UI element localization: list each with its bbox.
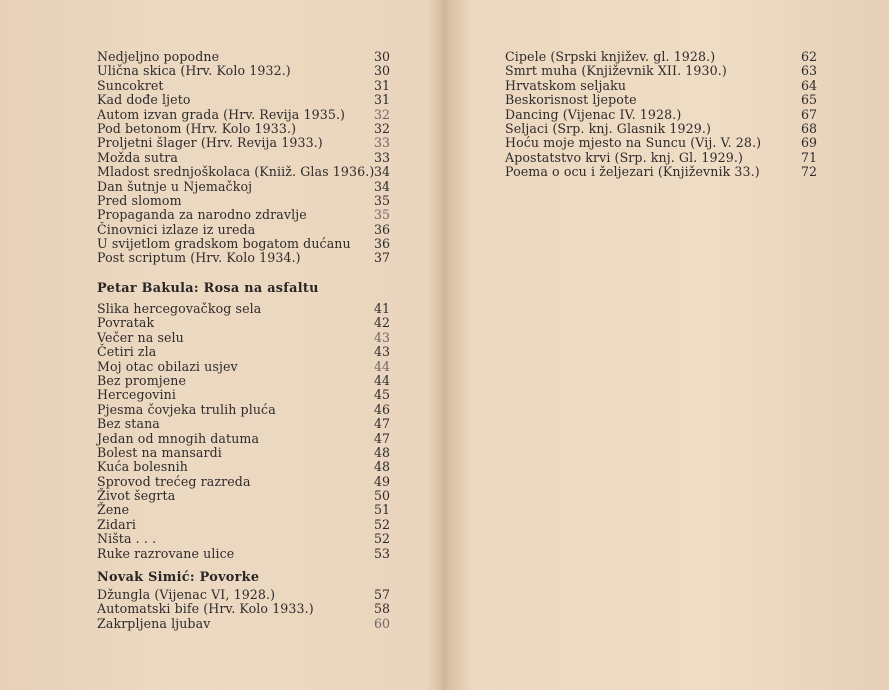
toc-entry (505, 165, 817, 179)
toc-entry-page: 57 (373, 587, 390, 602)
toc-entry (505, 64, 817, 78)
toc-entry (97, 403, 390, 417)
toc-entry-title: Činovnici izlaze iz ureda (97, 221, 256, 237)
toc-list-right (505, 50, 817, 180)
toc-entry-title: Žene (97, 502, 130, 518)
toc-entry-title: Cipele (Srpski književ. gl. 1928.) (505, 49, 716, 64)
toc-entry (97, 446, 390, 460)
toc-entry (97, 302, 390, 316)
toc-entry (97, 79, 390, 93)
toc-entry-page: 36 (373, 236, 390, 252)
toc-entry-title: Moj otac obilazi usjev (97, 358, 238, 374)
toc-entry (97, 388, 390, 402)
toc-entry (97, 208, 390, 222)
toc-entry (97, 180, 390, 194)
toc-entry-title: Pod betonom (Hrv. Kolo 1933.) (97, 120, 297, 136)
toc-entry-page: 45 (373, 387, 390, 403)
toc-entry-page: 48 (373, 444, 390, 460)
toc-entry-title: Pred slomom (97, 192, 182, 208)
toc-entry (97, 417, 390, 431)
toc-entry-title: Poema o ocu i željezari (Književnik 33.) (505, 164, 760, 180)
toc-entry-title: Ruke razrovane ulice (97, 545, 235, 561)
toc-entry (97, 518, 390, 532)
section-title-bakula: Petar Bakula: Rosa na asfaltu (97, 281, 319, 296)
toc-list-2 (97, 302, 390, 561)
toc-entry (97, 331, 390, 345)
toc-entry-title: Pjesma čovjeka trulih pluća (97, 401, 276, 417)
toc-entry-title: Možda sutra (97, 149, 178, 165)
toc-entry (97, 617, 390, 631)
toc-entry-title: U svijetlom gradskom bogatom dućanu (97, 236, 351, 252)
toc-list-3 (97, 588, 390, 631)
toc-entry-title: Zidari (97, 516, 136, 532)
toc-entry-title: Mladost srednjoškolaca (Kniiž. Glas 1936.) (97, 164, 375, 180)
toc-entry (97, 547, 390, 561)
toc-entry-page: 72 (800, 164, 817, 180)
toc-entry-page: 44 (373, 358, 390, 374)
toc-entry-page: 41 (373, 301, 390, 316)
toc-entry-page: 36 (373, 221, 390, 237)
toc-entry-title: Život šegrta (97, 488, 176, 504)
toc-entry (97, 503, 390, 517)
toc-entry-page: 37 (373, 250, 390, 266)
toc-entry-title: Jedan od mnogih datuma (97, 430, 260, 446)
toc-entry-page: 47 (373, 416, 390, 432)
toc-entry (97, 374, 390, 388)
toc-entry (505, 108, 817, 122)
toc-entry-page: 71 (800, 149, 817, 165)
section-title-simic: Novak Simić: Povorke (97, 570, 260, 585)
toc-entry-page: 63 (800, 63, 817, 79)
toc-entry-page: 67 (800, 106, 817, 122)
toc-entry (97, 251, 390, 265)
toc-entry (97, 108, 390, 122)
toc-entry-page: 34 (373, 164, 390, 180)
toc-entry-page: 58 (373, 601, 390, 617)
toc-entry-page: 52 (373, 516, 390, 532)
toc-entry-page: 46 (373, 401, 390, 417)
toc-entry (97, 122, 390, 136)
toc-entry (97, 489, 390, 503)
toc-entry-page: 48 (373, 459, 390, 475)
toc-entry-page: 35 (373, 192, 390, 208)
left-page (0, 0, 444, 690)
toc-entry-page: 30 (373, 49, 390, 64)
toc-entry-page: 64 (800, 77, 817, 93)
toc-entry-title: Dan šutnje u Njemačkoj (97, 178, 253, 194)
toc-entry-title: Kad dođe ljeto (97, 92, 191, 108)
toc-entry-page: 33 (373, 149, 390, 165)
toc-entry-page: 68 (800, 120, 817, 136)
toc-entry (97, 64, 390, 78)
toc-entry (97, 588, 390, 602)
toc-entry-title: Propaganda za narodno zdravlje (97, 207, 307, 223)
toc-entry-title: Večer na selu (97, 329, 184, 345)
toc-entry (97, 194, 390, 208)
toc-entry-title: Zakrpljena ljubav (97, 615, 211, 631)
toc-entry (97, 460, 390, 474)
toc-entry-title: Bolest na mansardi (97, 444, 222, 460)
toc-entry-page: 35 (373, 207, 390, 223)
toc-entry-page: 51 (373, 502, 390, 518)
toc-entry-page: 43 (373, 329, 390, 345)
toc-entry-page: 44 (373, 372, 390, 388)
toc-entry-page: 62 (800, 49, 817, 64)
toc-entry-title: Proljetni šlager (Hrv. Revija 1933.) (97, 135, 323, 151)
toc-entry-page: 30 (373, 63, 390, 79)
toc-entry-page: 31 (373, 92, 390, 108)
toc-entry (97, 432, 390, 446)
toc-entry-title: Povratak (97, 315, 155, 331)
toc-list-1 (97, 50, 390, 266)
toc-entry-page: 31 (373, 77, 390, 93)
toc-entry-title: Kuća bolesnih (97, 459, 188, 475)
toc-entry-title: Slika hercegovačkog sela (97, 301, 262, 316)
toc-entry-page: 53 (373, 545, 390, 561)
toc-entry-title: Četiri zla (97, 344, 157, 360)
toc-entry-page: 32 (373, 120, 390, 136)
toc-entry (97, 50, 390, 64)
toc-entry-page: 33 (373, 135, 390, 151)
toc-entry (97, 360, 390, 374)
toc-entry (505, 79, 817, 93)
toc-entry-title: Ulična skica (Hrv. Kolo 1932.) (97, 63, 291, 79)
toc-entry-page: 43 (373, 344, 390, 360)
toc-entry-title: Beskorisnost ljepote (505, 92, 637, 108)
toc-entry (97, 316, 390, 330)
toc-entry (97, 136, 390, 150)
toc-entry (505, 136, 817, 150)
toc-entry-page: 65 (800, 92, 817, 108)
toc-entry-title: Apostatstvo krvi (Srp. knj. Gl. 1929.) (505, 149, 743, 165)
toc-entry-title: Autom izvan grada (Hrv. Revija 1935.) (97, 106, 346, 122)
toc-entry (97, 237, 390, 251)
toc-entry (97, 165, 390, 179)
toc-entry (97, 532, 390, 546)
toc-entry-title: Dancing (Vijenac IV. 1928.) (505, 106, 682, 122)
toc-entry (505, 122, 817, 136)
toc-entry-title: Smrt muha (Književnik XII. 1930.) (505, 63, 727, 79)
toc-entry-page: 42 (373, 315, 390, 331)
toc-entry-title: Sprovod trećeg razreda (97, 473, 251, 489)
toc-entry-title: Hrvatskom seljaku (505, 77, 627, 93)
toc-entry-title: Hoću moje mjesto na Suncu (Vij. V. 28.) (505, 135, 762, 151)
toc-entry-title: Bez stana (97, 416, 160, 432)
toc-entry (97, 93, 390, 107)
toc-entry-title: Ništa . . . (97, 531, 157, 547)
toc-entry-title: Džungla (Vijenac VI, 1928.) (97, 587, 276, 602)
toc-entry-page: 32 (373, 106, 390, 122)
toc-entry-page: 50 (373, 488, 390, 504)
right-page (446, 0, 889, 690)
toc-entry-page: 49 (373, 473, 390, 489)
toc-entry-page: 60 (373, 615, 390, 631)
toc-entry-title: Post scriptum (Hrv. Kolo 1934.) (97, 250, 301, 266)
toc-entry-page: 52 (373, 531, 390, 547)
toc-entry-title: Automatski bife (Hrv. Kolo 1933.) (97, 601, 314, 617)
toc-entry-title: Bez promjene (97, 372, 187, 388)
toc-entry-page: 34 (373, 178, 390, 194)
toc-entry (97, 602, 390, 616)
toc-entry-title: Hercegovini (97, 387, 176, 403)
toc-entry (97, 151, 390, 165)
toc-entry-title: Suncokret (97, 77, 164, 93)
toc-entry (505, 50, 817, 64)
toc-entry-page: 47 (373, 430, 390, 446)
toc-entry-title: Nedjeljno popodne (97, 49, 220, 64)
toc-entry (97, 345, 390, 359)
toc-entry (97, 475, 390, 489)
toc-entry-page: 69 (800, 135, 817, 151)
toc-entry (505, 93, 817, 107)
toc-entry-title: Seljaci (Srp. knj. Glasnik 1929.) (505, 120, 711, 136)
toc-entry (505, 151, 817, 165)
toc-entry (97, 223, 390, 237)
